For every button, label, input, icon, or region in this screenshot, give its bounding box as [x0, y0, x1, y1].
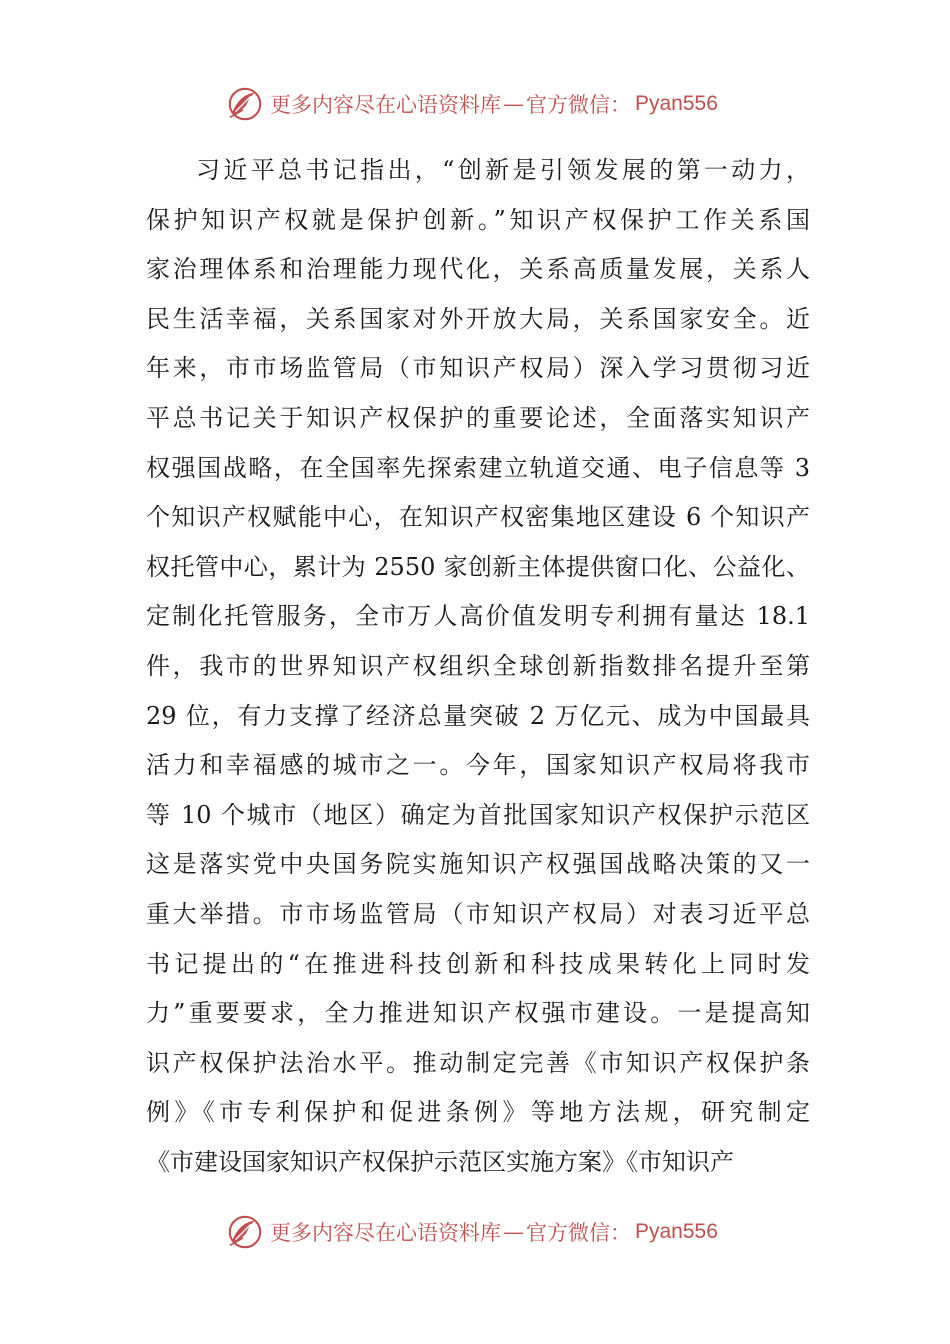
- banner-title: 更多内容尽在心语资料库: [270, 1221, 501, 1245]
- article-body: [146, 146, 810, 1187]
- text-line: 民生活幸福，关系国家对外开放大局，关系国家安全。近: [146, 304, 810, 333]
- pen-logo-icon: [226, 85, 264, 123]
- footer-banner: [226, 1212, 746, 1252]
- text-line: 力”重要要求，全力推进知识产权强市建设。一是提高知: [146, 999, 810, 1028]
- banner-wechat-id: Pyan556: [635, 92, 718, 115]
- text-line: 29 位，有力支撑了经济总量突破 2 万亿元、成为中国最具: [146, 701, 810, 730]
- text-line: 年来，市市场监管局（市知识产权局）深入学习贯彻习近: [146, 354, 810, 383]
- text-line: 保护知识产权就是保护创新。”知识产权保护工作关系国: [146, 205, 810, 234]
- banner-separator: —: [503, 92, 524, 116]
- banner-wechat-label: 官方微信：: [526, 1221, 631, 1245]
- banner-wechat-label: 官方微信：: [526, 93, 631, 117]
- banner-separator: —: [503, 1220, 524, 1244]
- text-line: 权托管中心，累计为 2550 家创新主体提供窗口化、公益化、: [146, 552, 810, 581]
- text-line: 平总书记关于知识产权保护的重要论述，全面落实知识产: [146, 403, 810, 432]
- banner-wechat-id: Pyan556: [635, 1220, 718, 1243]
- text-line: 个知识产权赋能中心，在知识产权密集地区建设 6 个知识产: [146, 503, 810, 532]
- text-line: 件，我市的世界知识产权组织全球创新指数排名提升至第: [146, 651, 810, 680]
- text-line: 书记提出的“在推进科技创新和科技成果转化上同时发: [146, 949, 810, 978]
- text-line: 识产权保护法治水平。推动制定完善《市知识产权保护条: [146, 1048, 810, 1077]
- text-line: 习近平总书记指出，“创新是引领发展的第一动力，: [196, 156, 810, 184]
- text-line: 例》《市专利保护和促进条例》等地方法规，研究制定: [146, 1098, 810, 1127]
- text-line: 权强国战略，在全国率先探索建立轨道交通、电子信息等 3: [146, 453, 810, 482]
- text-line: 这是落实党中央国务院实施知识产权强国战略决策的又一: [146, 850, 810, 879]
- text-line: 等 10 个城市（地区）确定为首批国家知识产权保护示范区: [146, 800, 810, 829]
- text-line: 《市建设国家知识产权保护示范区实施方案》《市知识产: [146, 1147, 734, 1176]
- header-banner: [226, 84, 746, 124]
- text-line: 家治理体系和治理能力现代化，关系高质量发展，关系人: [146, 255, 810, 284]
- pen-logo-icon: [226, 1213, 264, 1251]
- text-line: 重大举措。市市场监管局（市知识产权局）对表习近平总: [146, 899, 810, 928]
- text-line: 活力和幸福感的城市之一。今年，国家知识产权局将我市: [146, 751, 810, 780]
- banner-title: 更多内容尽在心语资料库: [270, 93, 501, 117]
- text-line: 定制化托管服务，全市万人高价值发明专利拥有量达 18.1: [146, 602, 810, 631]
